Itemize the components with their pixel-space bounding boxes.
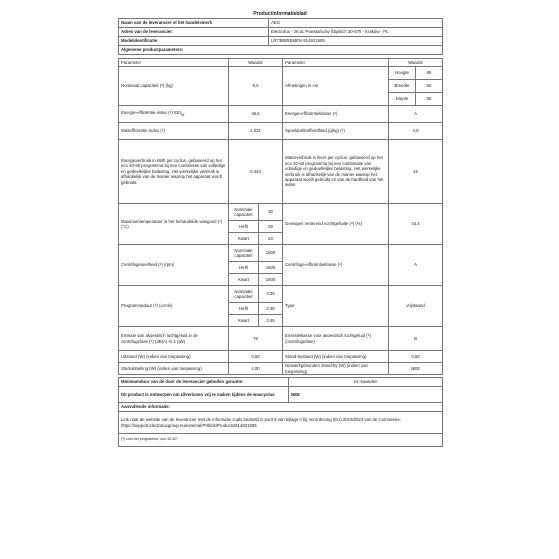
dur-rated-value: 3:35 xyxy=(259,286,283,303)
spin-row-1 xyxy=(119,245,443,262)
additional-heading-row xyxy=(119,403,443,412)
energy-water-row xyxy=(119,140,443,204)
temp-half-label: Helft xyxy=(229,221,259,233)
dur-half-value: 2:45 xyxy=(259,303,283,315)
temp-quarter-value: 23 xyxy=(259,233,283,245)
spin-class-label: Centrifuge-efficiëntieklasse (⁸) xyxy=(283,245,389,286)
dur-rated-label: Nominale capaciteit xyxy=(229,286,259,303)
spin-half-value: 1600 xyxy=(259,262,283,274)
supplier-name-value: AEG xyxy=(269,19,443,28)
col-param-left: Parameter xyxy=(119,59,229,67)
standby-value: 0,50 xyxy=(389,351,443,363)
model-value: LR73B8REMEN 914921905 xyxy=(269,37,443,46)
water-consumption-value: 42 xyxy=(389,140,443,204)
height-label: Hoogte xyxy=(389,67,416,80)
param-header-row xyxy=(119,59,443,67)
off-mode-value: 0,50 xyxy=(229,351,283,363)
type-label: Type xyxy=(283,286,389,327)
capacity-row-1 xyxy=(119,67,443,80)
temp-row-1 xyxy=(119,204,443,221)
general-heading-row xyxy=(119,46,443,55)
temp-rated-value: 30 xyxy=(259,204,283,221)
depth-label: Diepte xyxy=(389,93,416,106)
eei-value: 46,6 xyxy=(229,106,283,123)
col-value-right: Waarde xyxy=(389,59,443,67)
model-row xyxy=(119,37,443,46)
rinse-label: Spoeldoeltreffendheid (g/kg) (⁸) xyxy=(283,123,389,140)
product-information-sheet xyxy=(118,10,442,447)
supplier-address-value: Electrolux - 26 al. Powstańców Śląskich 30-570 - Kraków - PL xyxy=(269,28,443,37)
guarantee-value: 24 maanden xyxy=(289,378,443,387)
width-value: 60 xyxy=(416,80,443,93)
additional-info-heading: Aanvullende informatie: xyxy=(119,403,443,412)
type-value: vrijstaand xyxy=(389,286,443,327)
delay-start-value: 4,00 xyxy=(229,363,283,375)
noise-label: Emissie van akoestisch luchtgeluid in de centrifugefase (⁸) (dB(A) re 1 pW) xyxy=(119,327,229,351)
spin-quarter-label: Kwart xyxy=(229,274,259,286)
off-standby-row xyxy=(119,351,443,363)
supplier-table xyxy=(118,18,443,55)
eei-label: Energie-efficiëntie-index (⁸) $EEI_W$ xyxy=(119,106,229,123)
standby-label: Stand-bystand (W) (indien van toepassing) xyxy=(283,351,389,363)
spin-rated-label: Nominale capaciteit xyxy=(229,245,259,262)
capacity-value: 8,0 xyxy=(229,67,283,106)
supplier-address-label: Adres van de leverancier: xyxy=(119,28,269,37)
temp-rated-label: Nominale capaciteit xyxy=(229,204,259,221)
temperature-label: Maximumtemperatuur in het behandelde wasgoed (⁸) (°C) xyxy=(119,204,229,245)
energy-consumption-label: Energieverbruik in kWh per cyclus, gebaseerd op het eco 40-60 programma bij een combinatie van volledige en gedeeltelijke belasting. Het werkelijke verbruik is afhankelijk van de manier waarop het apparaat wordt gebruikt. xyxy=(119,140,229,204)
dur-half-label: Helft xyxy=(229,303,259,315)
noise-class-value: B xyxy=(389,327,443,351)
duration-row-1 xyxy=(119,286,443,303)
additional-info-link[interactable]: Link naar de website van de leverancier met de informatie zoals bedoeld in punt 9 van bijlage II bij Verordening (EU) 2019/2023 van de Commissie: https://support.electroluxgroup.eu/external/PISlink/Products/914921905 xyxy=(119,412,443,434)
moisture-label: Gewogen resterend vochtgehalte (⁸) (%) xyxy=(283,204,389,245)
footnote-row xyxy=(119,434,443,447)
energy-consumption-value: 0,424 xyxy=(229,140,283,204)
network-standby-label: Netwerkgebonden stand-by (W) (indien van toepassing) xyxy=(283,363,389,375)
supplier-name-row xyxy=(119,19,443,28)
water-consumption-label: Waterverbruik in liters per cyclus, gebaseerd op het eco 40-60 programma bij een combinatie van volledige en gedeeltelijke belasting. Het werkelijke verbruik is afhankelijk van de manier waarop het apparaat wordt gebruikt en van de hardheid van het water. xyxy=(283,140,389,204)
dimensions-label: Afmetingen in cm xyxy=(283,67,389,106)
footer-table xyxy=(118,377,443,447)
off-mode-label: Uitstand (W) (indien van toepassing) xyxy=(119,351,229,363)
footnote: (⁸) voor het programma „eco 40-60". xyxy=(119,434,443,447)
model-label: Modelidentificatie xyxy=(119,37,269,46)
eei-subscript: W xyxy=(181,112,185,117)
width-label: Breedte xyxy=(389,80,416,93)
energy-class-value: A xyxy=(389,106,443,123)
spin-quarter-value: 1600 xyxy=(259,274,283,286)
moisture-value: 44,4 xyxy=(389,204,443,245)
height-value: 85 xyxy=(416,67,443,80)
delay-start-label: Startuitstelling (W) (indien van toepassing) xyxy=(119,363,229,375)
sheet-title: Productinformatieblad xyxy=(253,11,307,17)
capacity-label: Nominaal capaciteit (⁸) (kg) xyxy=(119,67,229,106)
supplier-name-label: Naam van de leverancier of het handelsmerk xyxy=(119,19,269,28)
wash-row xyxy=(119,123,443,140)
temp-half-value: 29 xyxy=(259,221,283,233)
spin-class-value: A xyxy=(389,245,443,286)
eei-row xyxy=(119,106,443,123)
energy-class-label: Energie-efficiëntieklasse (⁸) xyxy=(283,106,389,123)
dur-quarter-value: 2:45 xyxy=(259,315,283,327)
general-params-heading: Algemene productparameters: xyxy=(119,46,443,55)
silver-ions-label: Dit product is ontworpen om zilverionen vrij te maken tijdens de wascyclus xyxy=(119,387,289,403)
depth-value: 60 xyxy=(416,93,443,106)
noise-class-label: Emissieklasse voor akoestisch luchtgeluid (⁸) (centrifugefase) xyxy=(283,327,389,351)
wash-efficiency-value: 1,031 xyxy=(229,123,283,140)
temp-quarter-label: Kwart xyxy=(229,233,259,245)
col-value-left: Waarde xyxy=(229,59,283,67)
additional-link-row xyxy=(119,412,443,434)
wash-efficiency-label: Wasefficiëntie-index (⁸) xyxy=(119,123,229,140)
silver-ions-row xyxy=(119,387,443,403)
supplier-address-row xyxy=(119,28,443,37)
parameters-table xyxy=(118,58,443,375)
delay-network-row xyxy=(119,363,443,375)
rinse-value: 4,9 xyxy=(389,123,443,140)
duration-label: Programmaduur (⁸) (u:min) xyxy=(119,286,229,327)
network-standby-value: NEE xyxy=(389,363,443,375)
guarantee-row xyxy=(119,378,443,387)
guarantee-label: Minimumduur van de door de leverancier geboden garantie: xyxy=(119,378,289,387)
noise-row xyxy=(119,327,443,351)
silver-ions-value: NEE xyxy=(289,387,443,403)
spin-half-label: Helft xyxy=(229,262,259,274)
spin-speed-label: Centrifugesnelheid (⁸) (rpm) xyxy=(119,245,229,286)
noise-value: 76 xyxy=(229,327,283,351)
col-param-right: Parameter xyxy=(283,59,389,67)
spin-rated-value: 1600 xyxy=(259,245,283,262)
dur-quarter-label: Kwart xyxy=(229,315,259,327)
